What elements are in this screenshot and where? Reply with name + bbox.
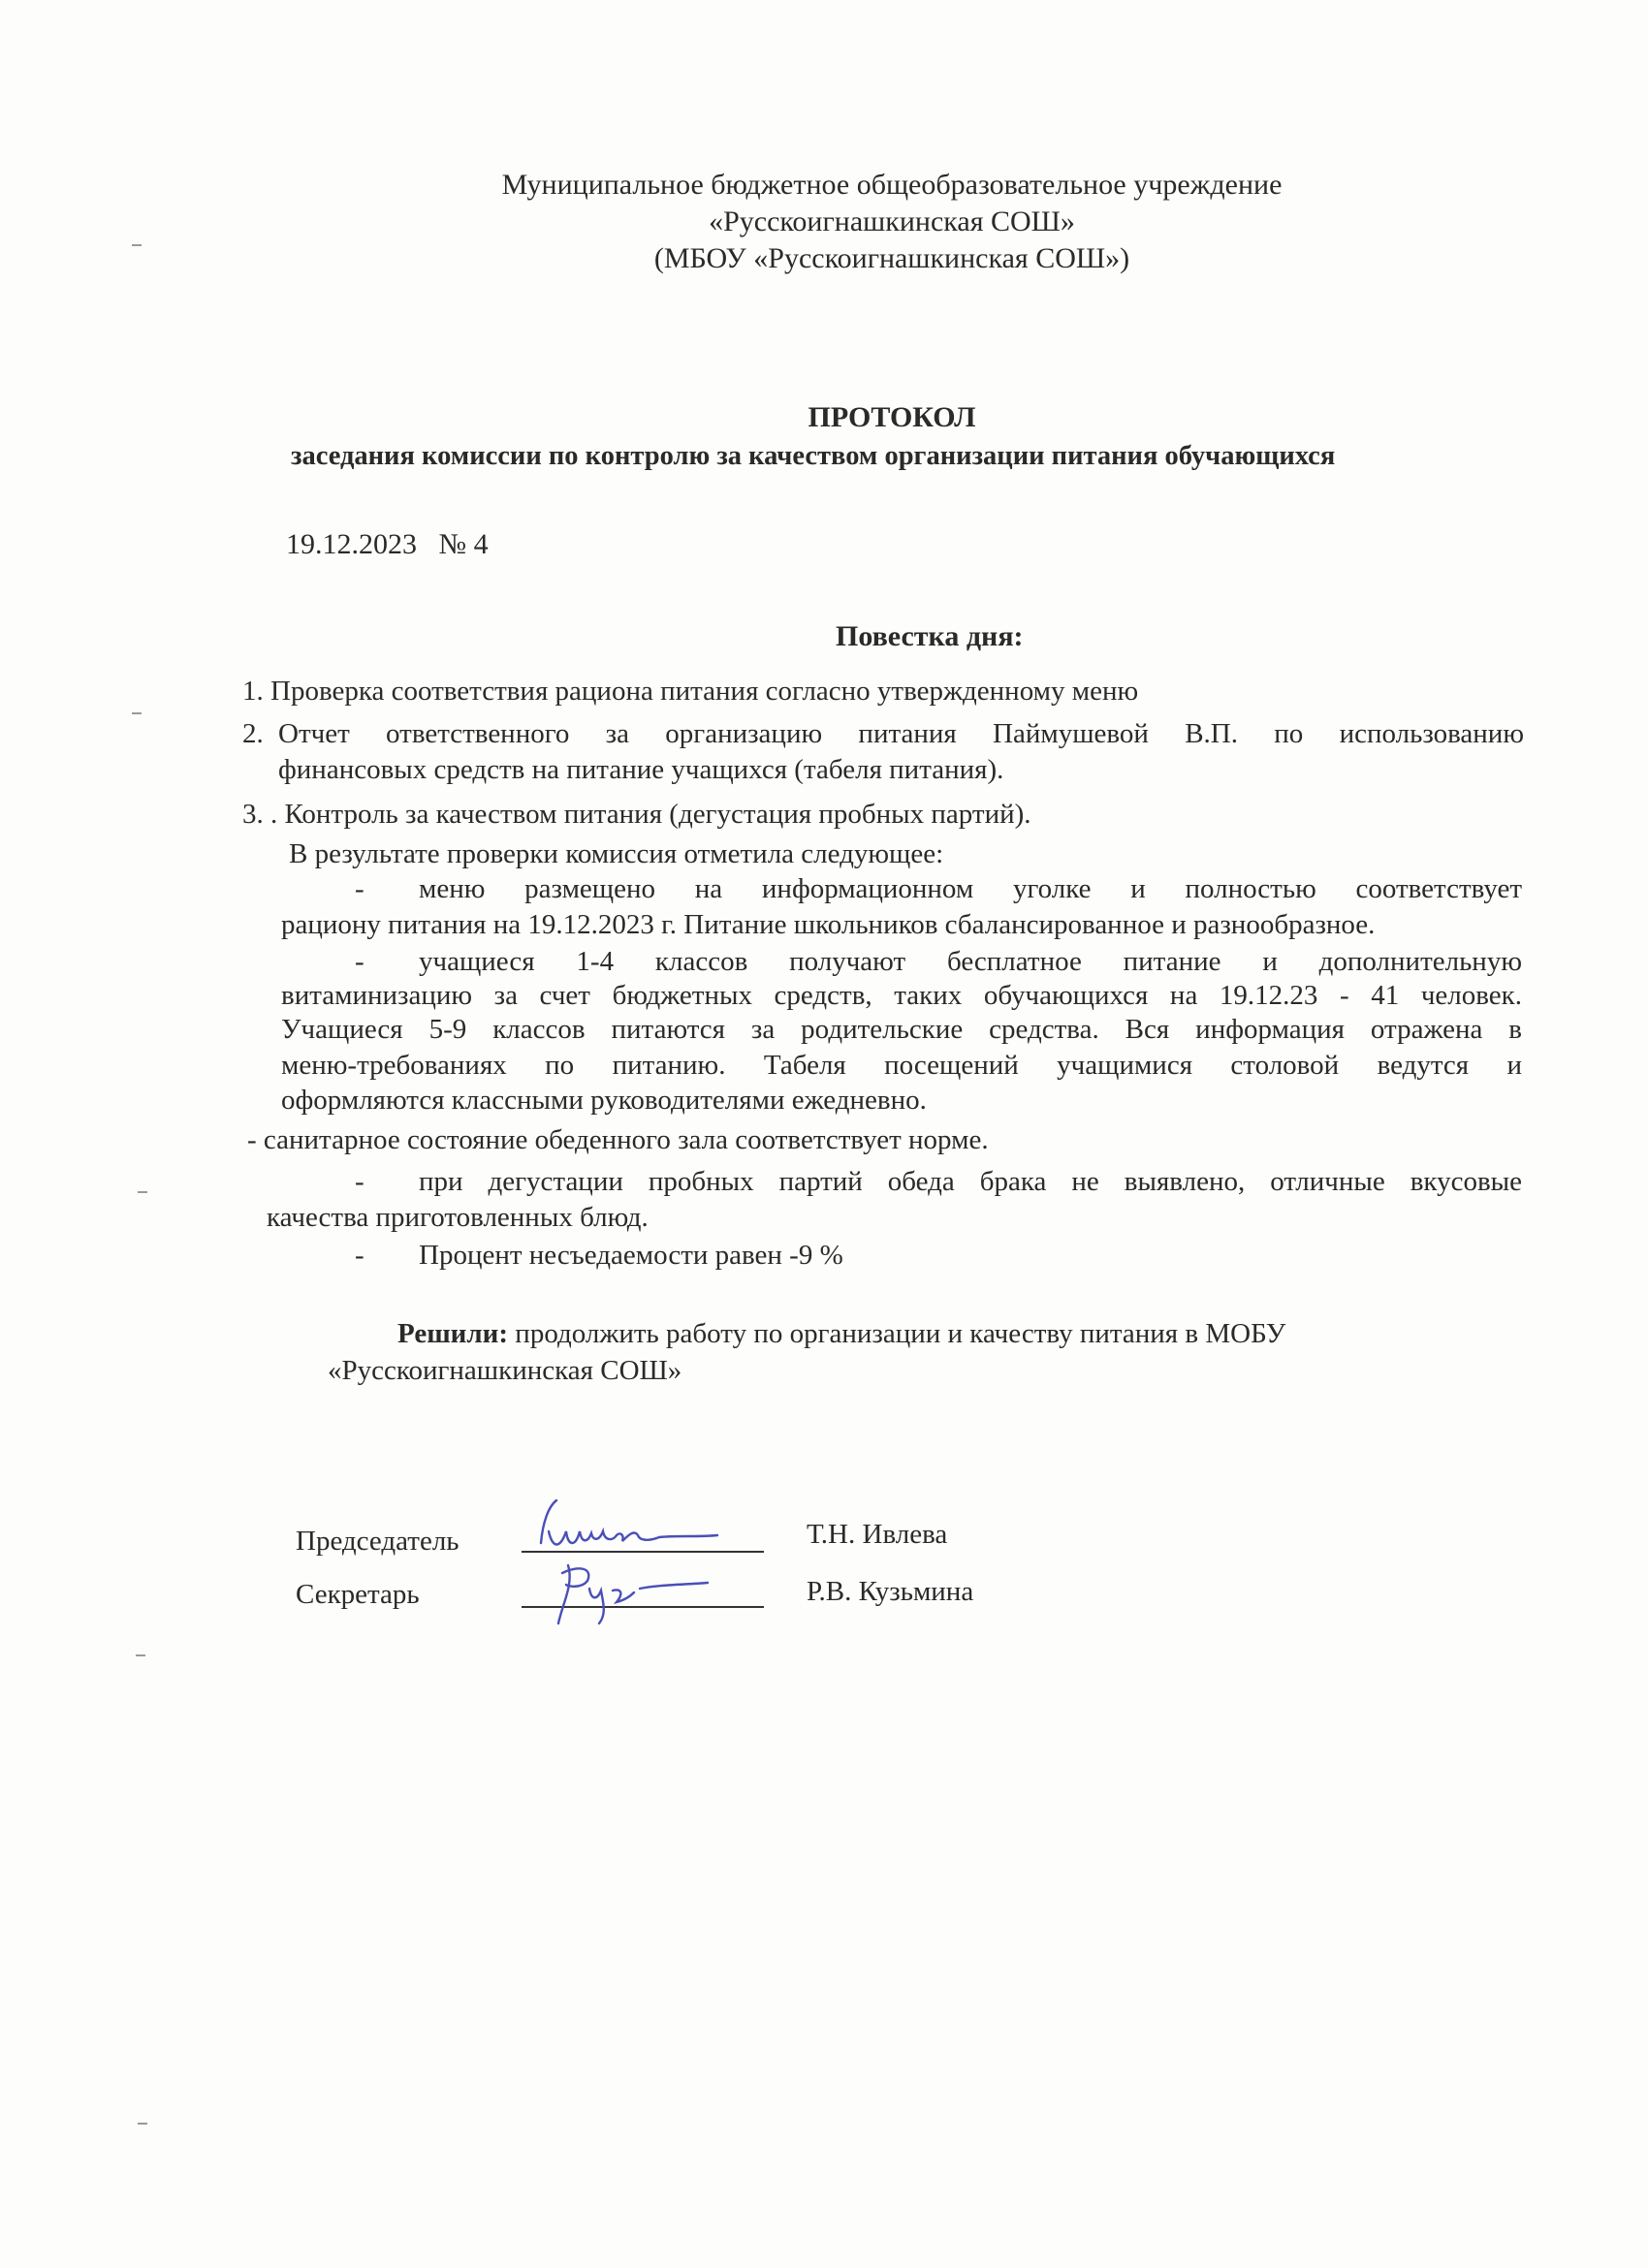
agenda-item-number: 3.	[242, 799, 264, 830]
findings-paragraph: витаминизацию за счет бюджетных средств, таких обучающихся на 19.12.23 - 41 человек.	[281, 980, 1522, 1011]
protocol-date: 19.12.2023	[286, 528, 417, 560]
findings-paragraph: меню размещено на информационном уголке и полностью соответствует	[419, 873, 1522, 904]
findings-dash: -	[355, 873, 364, 904]
signature-role: Секретарь	[296, 1579, 420, 1610]
agenda-item-number: 2.	[242, 718, 264, 749]
scan-mark	[138, 2123, 147, 2125]
decision-line	[397, 1316, 1285, 1351]
findings-dash: -	[355, 946, 364, 977]
scan-mark	[132, 712, 142, 714]
signatory-name: Т.Н. Ивлева	[807, 1519, 948, 1550]
findings-paragraph: рациону питания на 19.12.2023 г. Питание школьников сбалансированное и разнообразное.	[281, 909, 1376, 940]
scan-mark	[138, 1191, 147, 1193]
agenda-item-text: финансовых средств на питание учащихся (табеля питания).	[278, 754, 1004, 785]
findings-paragraph: Учащиеся 5-9 классов питаются за родительские средства. Вся информация отражена в	[281, 1014, 1522, 1045]
findings-paragraph: Процент несъедаемости равен -9 %	[419, 1240, 843, 1271]
agenda-heading: Повестка дня:	[836, 620, 1024, 652]
findings-paragraph: оформляются классными руководителями ежедневно.	[281, 1085, 927, 1116]
signatory-name: Р.В. Кузьмина	[807, 1576, 974, 1607]
org-header	[0, 167, 1648, 277]
decision-label: Решили:	[397, 1318, 509, 1349]
agenda-item-text: . Контроль за качеством питания (дегустация пробных партий).	[270, 799, 1031, 830]
findings-dash: -	[355, 1166, 364, 1197]
agenda-item	[242, 674, 1138, 709]
decision-text: «Русскоигнашкинская СОШ»	[328, 1355, 682, 1386]
signature-role: Председатель	[296, 1526, 460, 1557]
secretary-signature-icon	[523, 1556, 737, 1633]
agenda-item-number: 1.	[242, 676, 264, 707]
findings-paragraph: меню-требованиях по питанию. Табеля посещений учащимися столовой ведутся и	[281, 1050, 1522, 1081]
org-name: Муниципальное бюджетное общеобразовательное учреждение	[501, 169, 1283, 201]
agenda-item-text: Отчет ответственного за организацию питания Паймушевой В.П. по использованию	[278, 718, 1524, 749]
protocol-number: № 4	[438, 528, 489, 560]
agenda-item-text: Проверка соответствия рациона питания согласно утвержденному меню	[270, 676, 1139, 707]
document-subtitle: заседания комиссии по контролю за качеством организации питания обучающихся	[291, 441, 1336, 471]
scan-mark	[136, 1654, 145, 1656]
org-abbreviation: (МБОУ «Русскоигнашкинская СОШ»)	[653, 242, 1130, 274]
findings-intro: В результате проверки комиссия отметила следующее:	[289, 838, 944, 869]
chairman-signature-icon	[523, 1493, 737, 1560]
decision-text: продолжить работу по организации и качеству питания в МОБУ	[515, 1318, 1286, 1349]
findings-paragraph: - санитарное состояние обеденного зала соответствует норме.	[247, 1124, 989, 1155]
protocol-date-number	[286, 528, 489, 561]
findings-paragraph: качества приготовленных блюд.	[267, 1202, 649, 1233]
org-short-name: «Русскоигнашкинская СОШ»	[709, 205, 1075, 237]
findings-paragraph: учащиеся 1-4 классов получают бесплатное питание и дополнительную	[419, 946, 1522, 977]
document-title: ПРОТОКОЛ	[808, 401, 976, 433]
findings-dash: -	[355, 1240, 364, 1271]
agenda-item	[242, 797, 1031, 832]
findings-paragraph: при дегустации пробных партий обеда брака не выявлено, отличные вкусовые	[419, 1166, 1522, 1197]
